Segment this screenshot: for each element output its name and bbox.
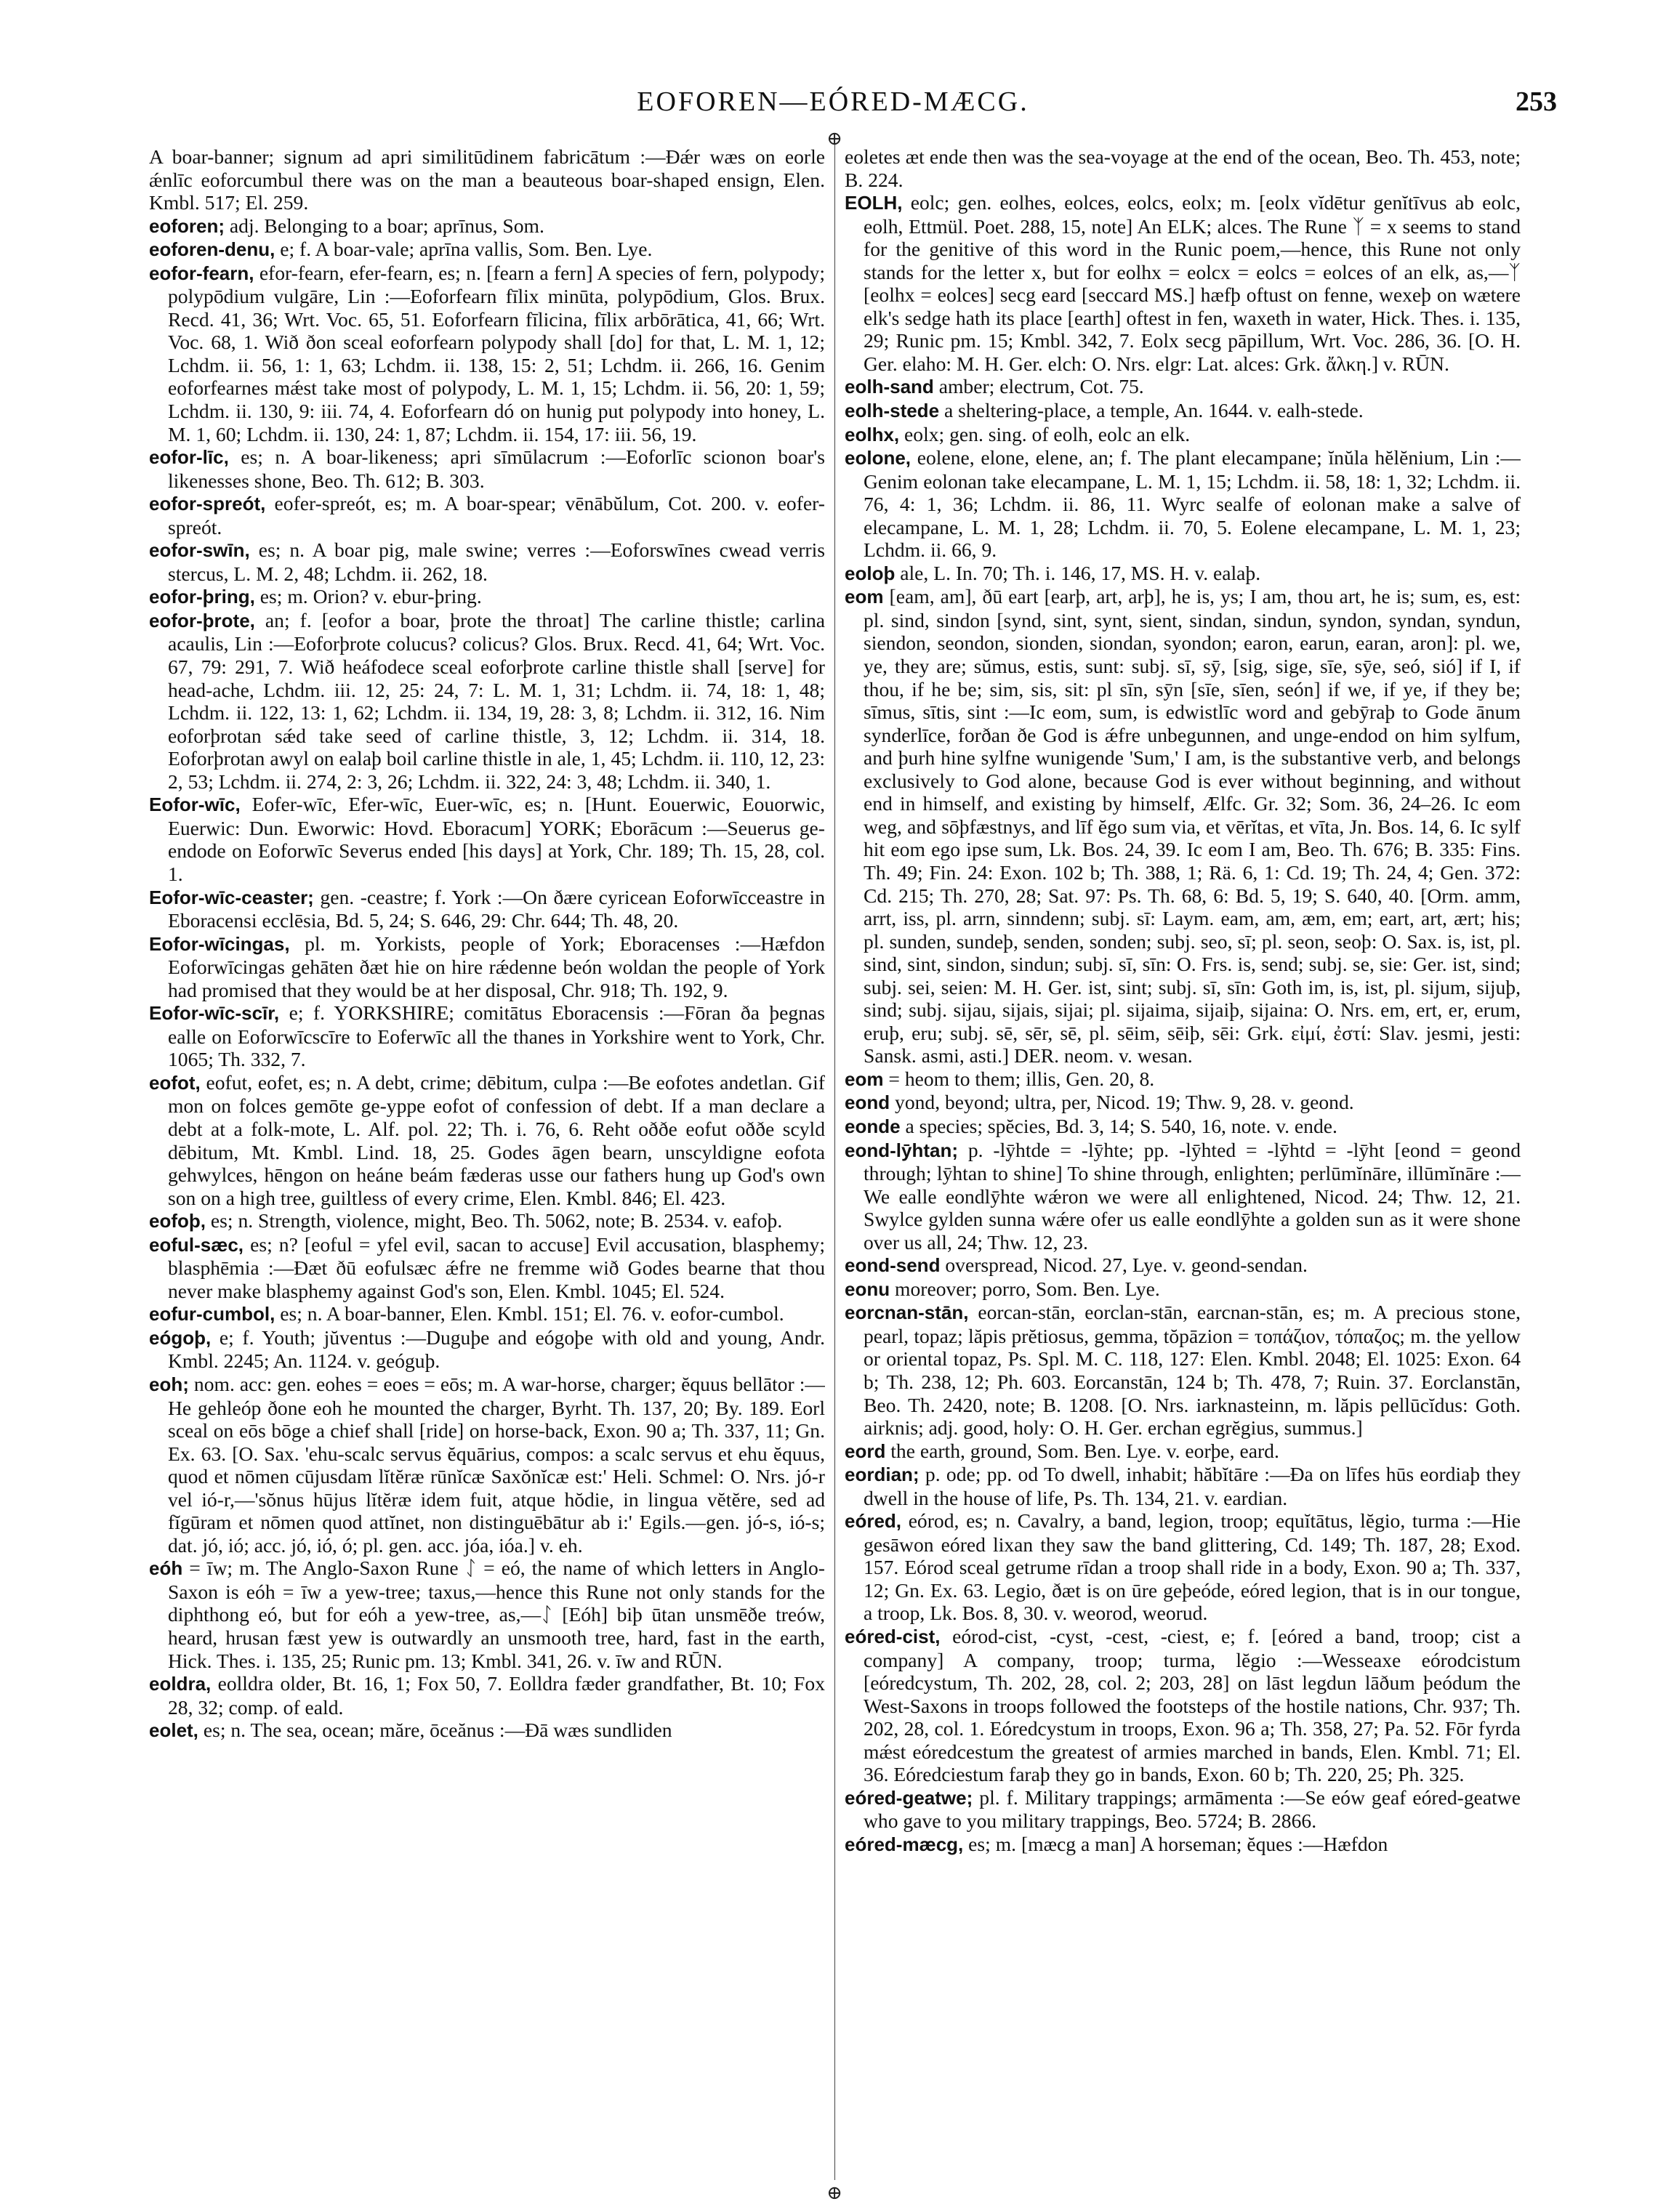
entry-text: eórod-cist, -cyst, -cest, -ciest, e; f. [eóred a band, troop; cist a company] A company, troop; turma, lĕgio :—Wesseaxe eórodcistum [eóredcystum, Th. 202, 28, col. 2; 203, 28] on lāst legdun lāðum þeódum the West-Saxons in troops followed the footsteps of the hostile nations, Chr. 937; Th. 202, 28, col. 1. Eóredcystum in troops, Exon. 96 a; Th. 358, 27; Pa. 52. Fōr fyrda mǽst eóredcestum the greatest of armies marched in bands, Elen. Kmbl. 71; El. 36. Eóredciestum faraþ they go in bands, Exon. 60 b; Th. 220, 25; Ph. 325. xyxy=(864,1625,1521,1786)
entry-headword: eond-send xyxy=(845,1254,941,1277)
entry-text: A boar-banner; signum ad apri similitūdinem fabricātum :—Ðǽr wæs on eorle ǽnlīc eoforcumbul there was on the man a beauteous boar-shaped ensign, Elen. Kmbl. 517; El. 259. xyxy=(149,145,825,214)
entry-text: eórod, es; n. Cavalry, a band, legion, troop; equĭtātus, lĕgio, turma :—Hie gesāwon eóred lixan they saw the band glittering, Cd. 149; Th. 187, 28; Exod. 157. Eórod sceal getrume rīdan a troop shall ride in a body, Exon. 90 a; Th. 337, 12; Gn. Ex. 63. Legio, ðæt is on ūre geþeóde, eóred legion, that is in our tongue, a troop, Lk. Bos. 8, 30. v. weorod, weorud. xyxy=(864,1509,1521,1625)
entry-headword: Eofor-wīcingas, xyxy=(149,932,290,955)
entry-headword: eolh-stede xyxy=(845,400,940,422)
entry-headword: eofor-þrote, xyxy=(149,609,255,631)
entry-text: = heom to them; illis, Gen. 20, 8. xyxy=(888,1067,1155,1090)
entry-headword: eoforen-denu, xyxy=(149,238,275,261)
entry-headword: eofor-līc, xyxy=(149,446,229,469)
entry-headword: eofot, xyxy=(149,1071,201,1094)
entry-headword: EOLH, xyxy=(845,192,903,214)
entry-headword: eóred-cist, xyxy=(845,1626,941,1647)
dictionary-entry xyxy=(149,1302,825,1326)
entry-text: eolc; gen. eolhes, eolces, eolcs, eolx; m. [eolx vĭdētur genĭtīvus ab eolc, eolh, Ettmül. Poet. 288, 15, note] An ELK; alces. The Rune ᛉ = x seems to stand for the genitive of this word in the Runic poem,—hence, this Rune not only stands for the letter x, but for eolhx = eolcx = eolcs = eolces of an elk, as,—ᛉ [eolhx = eolces] secg eard [seccard MS.] hæfþ oftust on fenne, wexeþ on wætere elk's sedge hath its place [earth] oftest in fen, waxeth in water, Hick. Thes. i. 135, 29; Runic pm. 15; Kmbl. 342, 7. Eolx secg pāpillum, Wrt. Voc. 286, 36. [O. H. Ger. elaho: M. H. Ger. elch: O. Nrs. elgr: Lat. alces: Grk. ἄλκη.] v. RŪN. xyxy=(864,191,1521,375)
dictionary-entry xyxy=(845,1301,1521,1439)
entry-text: eoletes æt ende then was the sea-voyage at the end of the ocean, Beo. Th. 453, note; B. 224. xyxy=(845,145,1521,191)
dictionary-entry xyxy=(845,1254,1521,1277)
registration-mark-top-icon: ⊕ xyxy=(826,128,842,149)
entry-text: e; f. YORKSHIRE; comitātus Eboracensis :—Fōran ða þegnas ealle on Eoforwīcscīre to Eoferwīc all the thanes in Yorkshire went to York, Chr. 1065; Th. 332, 7. xyxy=(168,1001,825,1071)
entry-headword: eofor-fearn, xyxy=(149,262,254,284)
dictionary-entry xyxy=(845,562,1521,586)
dictionary-entry xyxy=(149,1326,825,1373)
dictionary-entry xyxy=(149,145,825,214)
entry-text: es; n. A boar pig, male swine; verres :—Eoforswīnes cwead verris stercus, L. M. 2, 48; Lchdm. ii. 262, 18. xyxy=(168,538,825,585)
dictionary-entry xyxy=(845,423,1521,447)
dictionary-entry xyxy=(149,1719,825,1743)
entry-text: es; n? [eoful = yfel evil, sacan to accuse] Evil accusation, blasphemy; blasphēmia :—Ðæt ðū eofulsæc ǽfre ne fremme wið Godes bearne that thou never make blasphemy against God's son, Elen. Kmbl. 1045; El. 524. xyxy=(168,1232,825,1302)
entry-headword: eóh xyxy=(149,1557,183,1580)
entry-headword: eolone, xyxy=(845,447,912,469)
dictionary-entry xyxy=(149,445,825,492)
dictionary-entry xyxy=(149,585,825,609)
entry-text: eolldra older, Bt. 16, 1; Fox 50, 7. Eolldra fæder grandfather, Bt. 10; Fox 28, 32; comp. of eald. xyxy=(168,1672,825,1719)
entry-headword: eofoþ, xyxy=(149,1210,206,1232)
entry-headword: eoldra, xyxy=(149,1673,212,1695)
dictionary-entry xyxy=(845,399,1521,423)
entry-text: efor-fearn, efer-fearn, es; n. [fearn a fern] A species of fern, polypody; polypōdium vulgāre, Lin :—Eoforfearn fīlix minūta, polypōdium, Glos. Brux. Recd. 41, 36; Wrt. Voc. 65, 51. Eoforfearn fīlicina, fīlix arbōrātica, 41, 66; Wrt. Voc. 68, 1. Wið ðon sceal eoforfearn polypody shall [do] for that, L. M. 1, 12; Lchdm. ii. 56, 1: 1, 63; Lchdm. ii. 138, 15: 2, 51; Lchdm. ii. 266, 16. Genim eoforfearnes mǽst take most of polypody, L. M. 1, 15; Lchdm. ii. 56, 20: 1, 59; Lchdm. ii. 130, 9: iii. 74, 4. Eoforfearn dó on hunig put polypody into honey, L. M. 1, 60; Lchdm. ii. 130, 24: 1, 87; Lchdm. ii. 154, 17: iii. 56, 19. xyxy=(168,261,825,445)
entry-headword: eom xyxy=(845,1067,884,1090)
entry-headword: eonde xyxy=(845,1115,901,1137)
entry-text: adj. Belonging to a boar; aprīnus, Som. xyxy=(229,214,544,237)
entry-text: an; f. [eofor a boar, þrote the throat] The carline thistle; carlina acaulis, Lin :—Eoforþrote colucus? colicus? Glos. Brux. Recd. 41, 64; Wrt. Voc. 67, 79: 291, 7. Wið heáfodece sceal eoforþrote carline thistle shall [serve] for head-ache, Lchdm. iii. 12, 25: 24, 7: L. M. 1, 31; Lchdm. ii. 74, 18: 1, 48; Lchdm. ii. 122, 13: 1, 62; Lchdm. ii. 134, 19, 28: 3, 8; Lchdm. ii. 312, 16. Nim eoforþrotan sǽd take seed of carline thistle, 3, 12; Lchdm. ii. 314, 18. Eoforþrotan awyl on ealaþ boil carline thistle in ale, 1, 45; Lchdm. ii. 110, 12, 23: 2, 53; Lchdm. ii. 274, 2: 3, 26; Lchdm. ii. 322, 24: 3, 48; Lchdm. ii. 340, 1. xyxy=(168,608,825,793)
dictionary-entry xyxy=(149,1209,825,1233)
entry-text: nom. acc: gen. eohes = eoes = eōs; m. A war-horse, charger; ĕquus bellātor :—He gehleóp ðone eoh he mounted the charger, Byrht. Th. 137, 20; By. 189. Eorl sceal on eōs bōge a chief shall [ride] on horse-back, Exon. 90 a; Th. 337, 11; Gn. Ex. 63. [O. Sax. 'ehu-scalc servus ĕquārius, compos: a scalc servus et ehu ĕquus, quod et nōmen cūjusdam lĭtĕræ rūnĭcæ Saxŏnĭcæ est:' Heli. Schmel: O. Nrs. jó-r vel ió-r,—'sŏnus hūjus lĭtĕræ idem fuit, atque hŏdie, in lingua vĕtĕre, sed ad fĭgūram et nōmen quod attĭnet, non distinguēbātur ab i:' Egils.—gen. jó-s, ió-s; dat. jó, ió; acc. jó, ió, ó; pl. gen. acc. jóa, ióa.] v. eh. xyxy=(168,1372,825,1557)
left-column xyxy=(149,145,825,2180)
entry-text: eofer-spreót, es; m. A boar-spear; vēnābŭlum, Cot. 200. v. eofer-spreót. xyxy=(168,492,825,538)
dictionary-entry xyxy=(845,145,1521,191)
dictionary-entry xyxy=(149,609,825,793)
dictionary-entry xyxy=(149,932,825,1002)
dictionary-entry xyxy=(149,1233,825,1303)
dictionary-entry xyxy=(845,1139,1521,1254)
entry-headword: eolhx, xyxy=(845,423,900,445)
entry-text: [eam, am], ðū eart [earþ, art, arþ], he is, ys; I am, thou art, he is; sum, es, est: pl. sind, sindon [synd, sint, synt, sient, sindan, sindun, syndon, syndan, syndun, siendon, seondon, sionden, siondan, syondon; earon, earun, earan, aron]: pl. we, ye, they are; sŭmus, estis, sunt: subj. sī, sȳ, [sig, sige, sīe, sȳe, seó, sió] if I, if thou, if he be; sim, sis, sit: pl sīn, sȳn [sīe, sīen, seón] if we, if ye, if they be; sīmus, sītis, sint :—Ic eom, sum, is edwistlīc word and gebȳraþ to Gode ānum synderlīce, forðan ðe God is ǽfre unbegunnen, and unge-endod on him sylfum, and þurh hine sylfne wunigende 'Sum,' I am, is the substantive verb, and belongs exclusively to God alone, because God is ever without beginning, and without end in himself, and existing by himself, Ælfc. Gr. 32; Som. 36, 24–26. Ic eom weg, and sōþfæstnys, and līf ĕgo sum via, et vērĭtas, et vīta, Jn. Bos. 14, 6. Ic sylf hit eom ego ipse sum, Lk. Bos. 24, 39. Ic eom I am, Beo. Th. 676; B. 335: Fins. Th. 49; Fin. 24: Exon. 102 b; Th. 388, 1; Rä. 6, 1: Cd. 19; Th. 24, 4; Gen. 372: Cd. 215; Th. 270, 28; Sat. 97: Ps. Th. 68, 6: Bd. 5, 19; S. 640, 40. [Orm. amm, arrt, iss, pl. arrn, sinndenn; subj. sī: Laym. eam, am, æm, em; eart, art, ært; his; pl. sunden, sundeþ, senden, sonden; subj. seo, sī; pl. seon, seoþ: O. Sax. is, ist, pl. sind, sint, sindon, sindun; subj. sī, sīn: O. Frs. is, send; subj. se, sie: Ger. ist, sind; subj. sei, seien: M. H. Ger. ist, sint; subj. sī, sīn: Goth im, is, ist, pl. sijum, sijuþ, sind; subj. sijau, sijais, sijai; pl. sijaima, sijaiþ, sijaina: O. Nrs. em, ert, er, erum, eruþ, eru; subj. sē, sēr, sē, pl. sēim, sēiþ, sēi: Grk. εἰμί, ἐστί: Slav. jesmi, jesti: Sansk. asmi, asti.] DER. neom. v. wesan. xyxy=(864,585,1521,1067)
dictionary-entry xyxy=(845,1091,1521,1115)
dictionary-entry xyxy=(149,886,825,932)
entry-headword: eorcnan-stān, xyxy=(845,1301,969,1324)
dictionary-entry xyxy=(149,262,825,445)
right-column xyxy=(845,145,1521,2180)
dictionary-entry xyxy=(149,793,825,885)
entry-headword: eolet, xyxy=(149,1719,198,1742)
dictionary-entry xyxy=(845,446,1521,562)
entry-headword: eond-lȳhtan; xyxy=(845,1139,958,1161)
entry-headword: eóred-geatwe; xyxy=(845,1786,973,1809)
entry-text: the earth, ground, Som. Ben. Lye. v. eorþe, eard. xyxy=(890,1439,1279,1462)
entry-text: es; n. A boar-banner, Elen. Kmbl. 151; El. 76. v. eofor-cumbol. xyxy=(280,1302,784,1325)
entry-text: = īw; m. The Anglo-Saxon Rune ᛇ = eó, the name of which letters in Anglo-Saxon is eóh = īw a yew-tree; taxus,—hence this Rune not only stands for the diphthong eó, but for eóh a yew-tree, as,—ᛇ [Eóh] biþ ūtan unsmēðe treów, heard, hrusan fæst yew is outwardly an unsmooth tree, hard, fast in the earth, Hick. Thes. i. 135, 25; Runic pm. 13; Kmbl. 341, 26. v. īw and RŪN. xyxy=(168,1557,825,1672)
dictionary-entry xyxy=(149,214,825,238)
dictionary-entry xyxy=(845,1833,1521,1857)
entry-headword: eoh; xyxy=(149,1373,189,1395)
dictionary-entry xyxy=(845,585,1521,1067)
dictionary-entry xyxy=(149,492,825,538)
entry-headword: Eofor-wīc, xyxy=(149,794,241,816)
dictionary-entry xyxy=(149,538,825,585)
entry-headword: eoloþ xyxy=(845,562,896,584)
entry-headword: eógoþ, xyxy=(149,1326,212,1349)
dictionary-entry xyxy=(845,1440,1521,1464)
dictionary-entry xyxy=(845,1277,1521,1301)
entry-text: es; n. Strength, violence, might, Beo. Th. 5062, note; B. 2534. v. eafoþ. xyxy=(210,1209,783,1232)
entry-headword: eofor-swīn, xyxy=(149,539,250,562)
entry-headword: eord xyxy=(845,1440,886,1462)
entry-text: p. -lȳhtde = -lȳhte; pp. -lȳhted = -lȳhtd = -lȳht [eond = geond through; lȳhtan to shine] To shine through, enlighten; perlūmĭnāre, illūmĭnāre :—We ealle eondlȳhte wǽron we were all enlightened, Nicod. 24; Thw. 12, 21. Swylce gylden sunna wǽre ofer us ealle eondlȳhte a golden sun as it were shone over us all, 24; Thw. 12, 23. xyxy=(864,1138,1521,1254)
entry-text: es; m. Orion? v. ebur-þring. xyxy=(259,585,482,608)
entry-headword: eóred-mæcg, xyxy=(845,1833,964,1855)
entry-headword: eofur-cumbol, xyxy=(149,1303,275,1325)
dictionary-entry xyxy=(149,1071,825,1209)
entry-headword: eom xyxy=(845,586,884,608)
entry-text: es; n. A boar-likeness; apri sīmūlacrum :—Eoforlīc scionon boar's likenesses shone, Beo. Th. 612; B. 303. xyxy=(168,445,825,492)
entry-headword: eóred, xyxy=(845,1510,902,1533)
entry-headword: eofor-þring, xyxy=(149,586,255,608)
entry-text: e; f. A boar-vale; aprīna vallis, Som. Ben. Lye. xyxy=(280,238,653,261)
dictionary-entry xyxy=(845,1115,1521,1139)
entry-headword: Eofor-wīc-ceaster; xyxy=(149,886,314,908)
entry-text: amber; electrum, Cot. 75. xyxy=(938,375,1144,398)
entry-headword: eolh-sand xyxy=(845,376,934,398)
registration-mark-bottom-icon: ⊕ xyxy=(826,2182,842,2203)
entry-text: moreover; porro, Som. Ben. Lye. xyxy=(895,1277,1160,1300)
entry-headword: eofor-spreót, xyxy=(149,493,266,515)
entry-headword: eond xyxy=(845,1091,890,1114)
entry-text: yond, beyond; ultra, per, Nicod. 19; Thw. 9, 28. v. geond. xyxy=(895,1091,1354,1114)
entry-text: eorcan-stān, eorclan-stān, earcnan-stān, es; m. A precious stone, pearl, topaz; lăpis prĕtiosus, gemma, tŏpāzion = τοπάζιον, τόπαζος; m. the yellow or oriental topaz, Ps. Spl. M. C. 118, 127: Elen. Kmbl. 2048; El. 1025: Exon. 64 b; Th. 238, 12; Ph. 603. Eorcanstān, 124 b; Th. 478, 7; Ruin. 37. Eorclanstān, Beo. Th. 2420, note; B. 1208. [O. Nrs. iarknasteinn, m. lăpis pellūcĭdus: Goth. airknis; adj. good, holy: O. H. Ger. erchan egrĕgius, summus.] xyxy=(864,1301,1521,1440)
entry-text: a sheltering-place, a temple, An. 1644. v. ealh-stede. xyxy=(943,399,1364,422)
entry-headword: Eofor-wīc-scīr, xyxy=(149,1002,280,1025)
entry-text: p. ode; pp. od To dwell, inhabit; hăbĭtāre :—Ða on līfes hūs eordiaþ they dwell in the house of life, Ps. Th. 134, 21. v. eardian. xyxy=(864,1463,1521,1509)
entry-text: eolene, elone, elene, an; f. The plant elecampane; ĭnŭla hĕlĕnium, Lin :—Genim eolonan take elecampane, L. M. 1, 15; Lchdm. ii. 58, 18: 1, 32; Lchdm. ii. 76, 4: 1, 36; Lchdm. ii. 86, 11. Wyrc sealfe of eolonan make a salve of elecampane, L. M. 1, 28; Lchdm. ii. 70, 5. Eolene elecampane, L. M. 1, 23; Lchdm. ii. 66, 9. xyxy=(864,446,1521,562)
entry-text: es; m. [mæcg a man] A horseman; ĕques :—Hæfdon xyxy=(968,1832,1388,1855)
dictionary-entry xyxy=(845,375,1521,399)
column-divider xyxy=(834,138,835,2180)
entry-headword: eordian; xyxy=(845,1464,919,1486)
dictionary-entry xyxy=(845,1786,1521,1833)
running-head: EOFOREN—EÓRED-MÆCG. xyxy=(637,86,1029,117)
entry-text: gen. -ceastre; f. York :—On ðære cyricean Eoforwīcceastre in Eboracensi ecclēsia, Bd. 5, 24; S. 646, 29: Chr. 644; Th. 48, 20. xyxy=(168,885,825,932)
dictionary-entry xyxy=(845,191,1521,375)
entry-text: pl. f. Military trappings; armāmenta :—Se eów geaf eóred-geatwe who gave to you military trappings, Beo. 5724; B. 2866. xyxy=(864,1785,1521,1833)
dictionary-entry xyxy=(149,1672,825,1719)
entry-text: e; f. Youth; jŭventus :—Duguþe and eógoþe with old and young, Andr. Kmbl. 2245; An. 1124. v. geóguþ. xyxy=(168,1325,825,1373)
dictionary-entry xyxy=(845,1509,1521,1625)
entry-text: es; n. The sea, ocean; măre, ōceănus :—Ðā wæs sundliden xyxy=(203,1719,672,1742)
entry-text: ale, L. In. 70; Th. i. 146, 17, MS. H. v. ealaþ. xyxy=(900,561,1261,584)
dictionary-entry xyxy=(845,1463,1521,1509)
entry-text: overspread, Nicod. 27, Lye. v. geond-sendan. xyxy=(945,1254,1308,1277)
entry-text: Eofer-wīc, Efer-wīc, Euer-wīc, es; n. [Hunt. Eouerwic, Eouorwic, Euerwic: Dun. Eworwic: Hovd. Eboracum] YORK; Eborācum :—Seuerus ge-endode on Eoforwīc Severus ended [his days] at York, Chr. 189; Th. 15, 28, col. 1. xyxy=(168,793,825,885)
entry-headword: eonu xyxy=(845,1277,890,1300)
entry-headword: eoforen; xyxy=(149,214,225,237)
entry-headword: eoful-sæc, xyxy=(149,1233,244,1256)
dictionary-entry xyxy=(845,1067,1521,1091)
entry-text: eolx; gen. sing. of eolh, eolc an elk. xyxy=(904,422,1191,445)
page-header xyxy=(0,86,1666,129)
entry-text: pl. m. Yorkists, people of York; Eboracenses :—Hæfdon Eoforwīcingas gehāten ðæt hie on hire rǽdenne beón woldan the people of York had promised that they would be at her disposal, Chr. 918; Th. 192, 9. xyxy=(168,932,825,1001)
dictionary-entry xyxy=(149,1373,825,1557)
entry-text: a species; spĕcies, Bd. 3, 14; S. 540, 16, note. v. ende. xyxy=(905,1114,1337,1137)
page-number: 253 xyxy=(1516,86,1557,117)
entry-text: eofut, eofet, es; n. A debt, crime; dēbitum, culpa :—Be eofotes andetlan. Gif mon on folces gemōte ge-yppe eofot of confession of debt. If a man declare a debt at a folk-mote, L. Alf. pol. 22; Th. i. 76, 6. Reht oððe eofut oððe scyld dēbitum, Mt. Kmbl. Lind. 18, 25. Godes āgen bearn, unscyldigne eofota gehwylces, hēngon on heáne beám fæderas usse our fathers hung up God's own son on a high tree, guiltless of every crime, Elen. Kmbl. 846; El. 423. xyxy=(168,1070,825,1209)
dictionary-entry xyxy=(149,1001,825,1071)
dictionary-entry xyxy=(149,238,825,262)
dictionary-entry xyxy=(149,1557,825,1672)
dictionary-entry xyxy=(845,1625,1521,1786)
